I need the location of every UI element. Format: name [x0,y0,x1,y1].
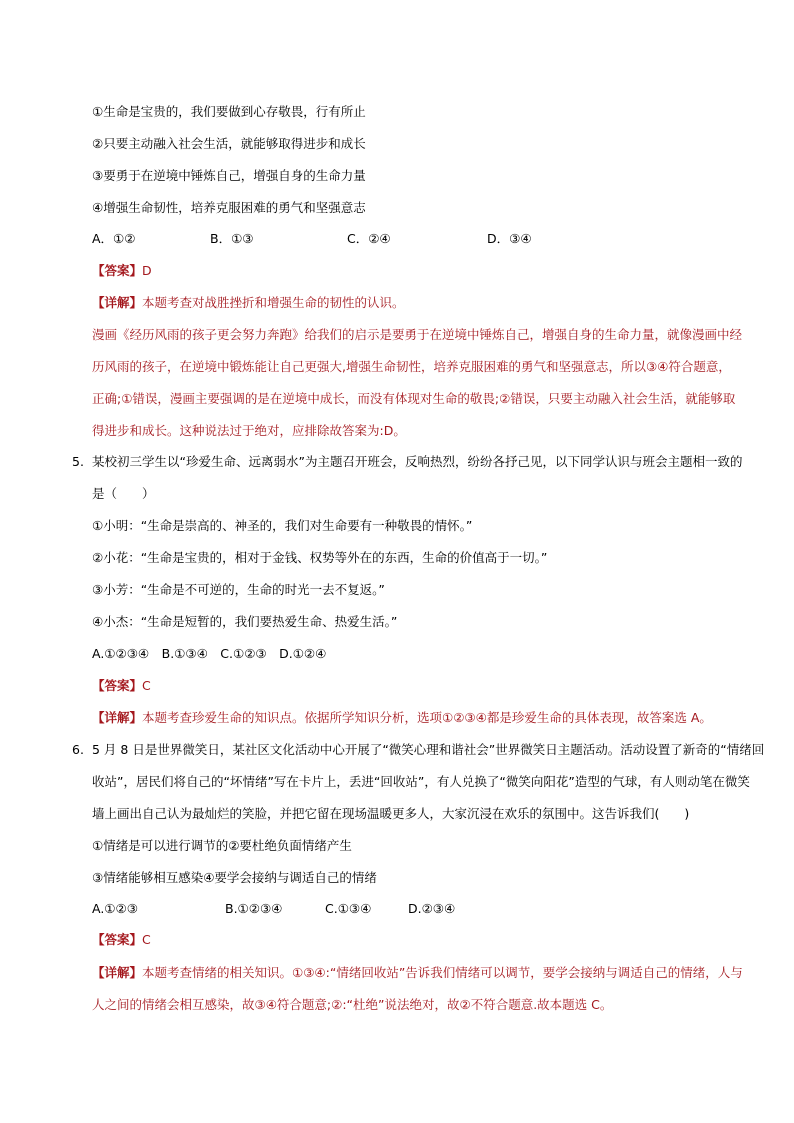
answer-value: C [142,678,151,693]
q4-item-3: ③要勇于在逆境中锤炼自己，增强自身的生命力量 [92,168,366,183]
q4-detail-line-1: 漫画《经历风雨的孩子更会努力奔跑》给我们的启示是要勇于在逆境中锤炼自己，增强自身的生命力量，就像漫画中经 [92,327,743,342]
q4-detail-line-4: 得进步和成长。这种说法过于绝对，应排除故答案为:D。 [92,423,406,438]
q6-answer [92,932,151,948]
q5-item-2: ②小花：“生命是宝贵的，相对于金钱、权势等外在的东西，生命的价值高于一切。” [92,550,548,565]
detail-label: 【详解】 [92,295,143,310]
q6-detail-line-1 [92,965,743,981]
q4-answer [92,263,152,279]
q4-option-c: C．②④ [347,231,391,246]
q6-detail-line-2: 人之间的情绪会相互感染，故③④符合题意;②:“杜绝”说法绝对，故②不符合题意.故本题选 C。 [92,997,613,1012]
answer-label: 【答案】 [92,932,143,947]
q4-item-4: ④增强生命韧性，培养克服困难的勇气和坚强意志 [92,200,366,215]
q5-number: 5. [72,454,84,469]
q5-item-3: ③小芳：“生命是不可逆的，生命的时光一去不复返。” [92,582,385,597]
q6-stem-line-2: 收站”，居民们将自己的“坏情绪”写在卡片上，丢进“回收站”，有人兑换了“微笑向阳花”造型的气球，有人则动笔在微笑 [92,774,750,789]
q4-detail-line-3: 正确;①错误，漫画主要强调的是在逆境中成长，而没有体现对生命的敬畏;②错误，只要主动融入社会生活，就能够取 [92,391,736,406]
q6-number: 6. [72,742,84,757]
detail-label: 【详解】 [92,710,143,725]
q6-option-d: D.②③④ [408,901,456,916]
answer-label: 【答案】 [92,678,143,693]
q5-item-4: ④小杰：“生命是短暂的，我们要热爱生命、热爱生活。” [92,614,398,629]
answer-value: C [142,932,151,947]
q6-item-1: ①情绪是可以进行调节的②要杜绝负面情绪产生 [92,838,352,853]
q4-option-d: D．③④ [487,231,532,246]
q4-option-b: B．①③ [210,231,254,246]
detail-text: 本题考查珍爱生命的知识点。依据所学知识分析，选项①②③④都是珍爱生命的具体表现，故答案选 A。 [142,710,712,725]
answer-value: D [142,263,152,278]
answer-label: 【答案】 [92,263,143,278]
q6-stem-line-1: 5 月 8 日是世界微笑日，某社区文化活动中心开展了“微笑心理和谐社会”世界微笑日主题活动。活动设置了新奇的“情绪回 [92,742,765,757]
detail-text: 本题考查情绪的相关知识。①③④:“情绪回收站”告诉我们情绪可以调节，要学会接纳与调适自己的情绪，人与 [142,965,743,980]
q6-stem-line-3: 墙上画出自己认为最灿烂的笑脸，并把它留在现场温暖更多人，大家沉浸在欢乐的氛围中。这告诉我们( ) [92,806,690,821]
detail-label: 【详解】 [92,965,143,980]
q5-item-1: ①小明：“生命是崇高的、神圣的，我们对生命要有一种敬畏的情怀。” [92,518,473,533]
q5-stem-line-1: 某校初三学生以“珍爱生命、远离弱水”为主题召开班会，反响热烈，纷纷各抒己见，以下同学认识与班会主题相一致的 [92,454,743,469]
q4-item-2: ②只要主动融入社会生活，就能够取得进步和成长 [92,136,366,151]
q6-option-b: B.①②③④ [225,901,283,916]
detail-text: 本题考查对战胜挫折和增强生命的韧性的认识。 [142,295,405,310]
q6-option-a: A.①②③ [92,901,138,916]
q5-answer [92,678,151,694]
q4-option-a: A．①② [92,231,136,246]
q5-detail [92,710,712,726]
q6-item-2: ③情绪能够相互感染④要学会接纳与调适自己的情绪 [92,870,377,885]
q6-option-c: C.①③④ [325,901,372,916]
q4-item-1: ①生命是宝贵的，我们要做到心存敬畏，行有所止 [92,104,366,119]
q4-detail-intro [92,295,405,311]
q5-stem-line-2: 是（ ） [92,486,155,501]
q5-options: A.①②③④ B.①③④ C.①②③ D.①②④ [92,646,327,661]
q4-detail-line-2: 历风雨的孩子，在逆境中锻炼能让自己更强大,增强生命韧性，培养克服困难的勇气和坚强意志，所以③④符合题意， [92,359,731,374]
